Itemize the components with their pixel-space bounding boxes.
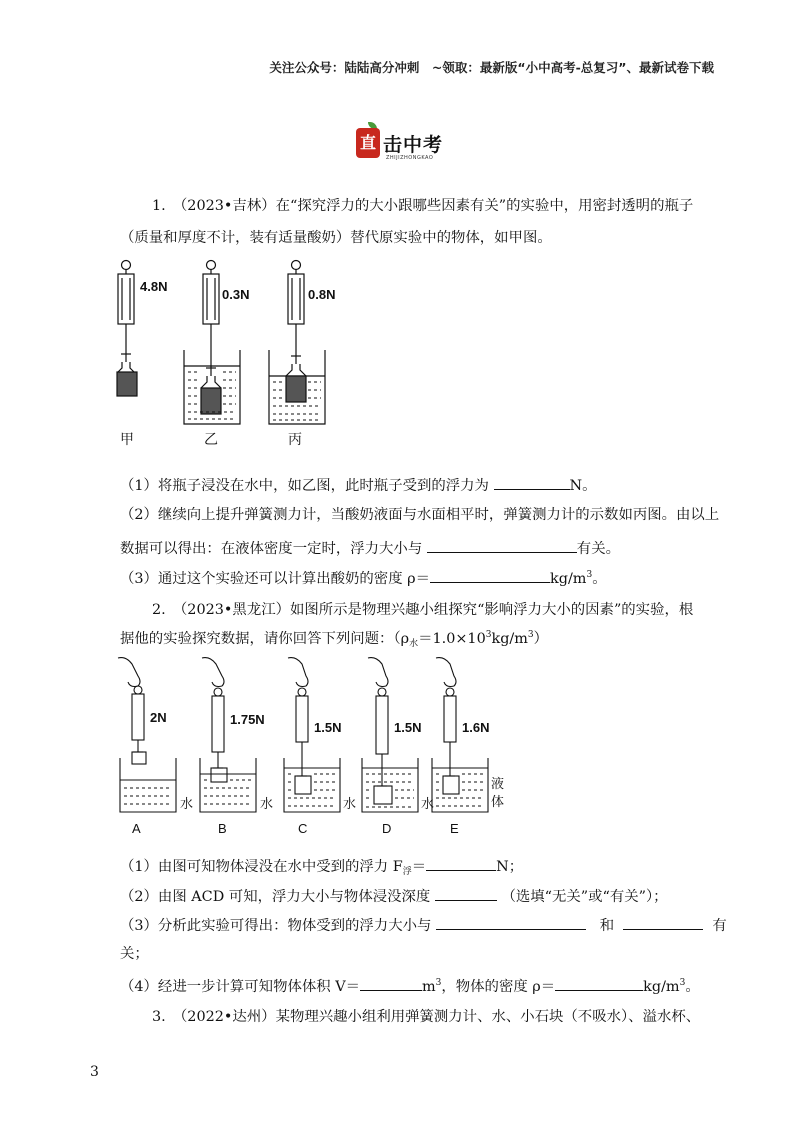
liquid-C: 水 [343,796,357,811]
q1-part2a: （2）继续向上提升弹簧测力计，当酸奶液面与水面相平时，弹簧测力计的示数如丙图。由以上 [120,507,720,523]
reading-yi: 0.3N [222,287,250,302]
q2-part3-cont: 关； [120,946,149,962]
label-A: A [132,821,141,836]
q2-part1: （1）由图可知物体浸没在水中受到的浮力 $F_浮= N$； [120,855,523,877]
q1-line1: 1. （2023•吉林）在“探究浮力的大小跟哪些因素有关”的实验中，用密封透明的瓶子 [152,198,694,214]
logo-name: 击中考 [383,134,444,156]
page-header: 关注公众号：陆陆高分冲刺 ~领取：最新版“小中高考-总复习”、最新试卷下载 [269,60,714,75]
q2-answer3b-blank [623,914,703,930]
liquid-B: 水 [260,796,274,811]
reading-A: 2N [150,710,167,725]
spring-scale-yi [203,261,219,377]
page-number: 3 [90,1064,99,1080]
q2-line2: 据他的实验探究数据，请你回答下列问题：$(\rho_水=1.0\times 10^3kg/m^3)$ [120,630,549,649]
q1-answer1-blank [494,474,570,490]
q1-figure [100,256,360,452]
label-bing: 丙 [288,431,302,447]
label-D: D [382,821,392,836]
svg-text:液: 液 [491,776,505,791]
liquid-A: 水 [180,796,194,811]
logo-mark: 直 [356,128,380,158]
label-B: B [218,821,227,836]
bottle-yi [201,388,221,414]
q1-part2b: 数据可以得出：在液体密度一定时，浮力大小与 有关。 [120,537,620,559]
setup-A [118,658,176,812]
q2-answer4b-blank [555,975,643,991]
reading-jia: 4.8N [140,279,168,294]
label-yi: 乙 [204,431,218,447]
label-jia: 甲 [120,431,134,447]
label-E: E [450,821,459,836]
logo [356,128,444,166]
bottle-bing [286,376,306,402]
liquid-E [491,776,504,809]
spring-scale-jia [118,261,134,373]
q2-answer1-blank [426,855,496,871]
q1-part3: （3）通过这个实验还可以计算出酸奶的密度 $\rho= kg/m^3$。 [120,567,607,589]
q3-line1: 3. （2022•达州）某物理兴趣小组利用弹簧测力计、水、小石块（不吸水）、溢水杯、 [152,1009,701,1025]
reading-D: 1.5N [394,720,422,735]
q1-answer2-blank [427,537,577,553]
q1-part1: （1）将瓶子浸没在水中，如乙图，此时瓶子受到的浮力为 N。 [120,474,597,496]
spring-scale-bing [288,261,304,365]
q2-answer3a-blank [436,914,586,930]
svg-text:体: 体 [491,794,505,809]
logo-subtitle: ZHIJIZHONGKAO [386,155,434,161]
liquid-D: 水 [421,796,435,811]
q2-part3: （3）分析此实验可得出：物体受到的浮力大小与 和 有 [120,914,727,936]
reading-B: 1.75N [230,712,265,727]
q2-answer2-blank [435,885,497,901]
q1-answer3-blank [430,567,550,583]
q2-answer4a-blank [360,975,422,991]
bottle-jia [117,372,137,396]
q2-line1: 2. （2023•黑龙江）如图所示是物理兴趣小组探究“影响浮力大小的因素”的实验，根 [152,602,694,618]
q2-part2: （2）由图 ACD 可知，浮力大小与物体浸没深度 （选填“无关”或“有关”）； [120,885,668,907]
reading-C: 1.5N [314,720,342,735]
q2-part4: （4）经进一步计算可知物体体积 $V= m^3$，物体的密度 $\rho= kg/m^3$。 [120,975,700,997]
reading-E: 1.6N [462,720,490,735]
label-C: C [298,821,308,836]
setup-B [200,658,256,812]
q1-line2: （质量和厚度不计，装有适量酸奶）替代原实验中的物体，如甲图。 [120,230,552,246]
q2-figure [100,652,520,842]
reading-bing: 0.8N [308,287,336,302]
